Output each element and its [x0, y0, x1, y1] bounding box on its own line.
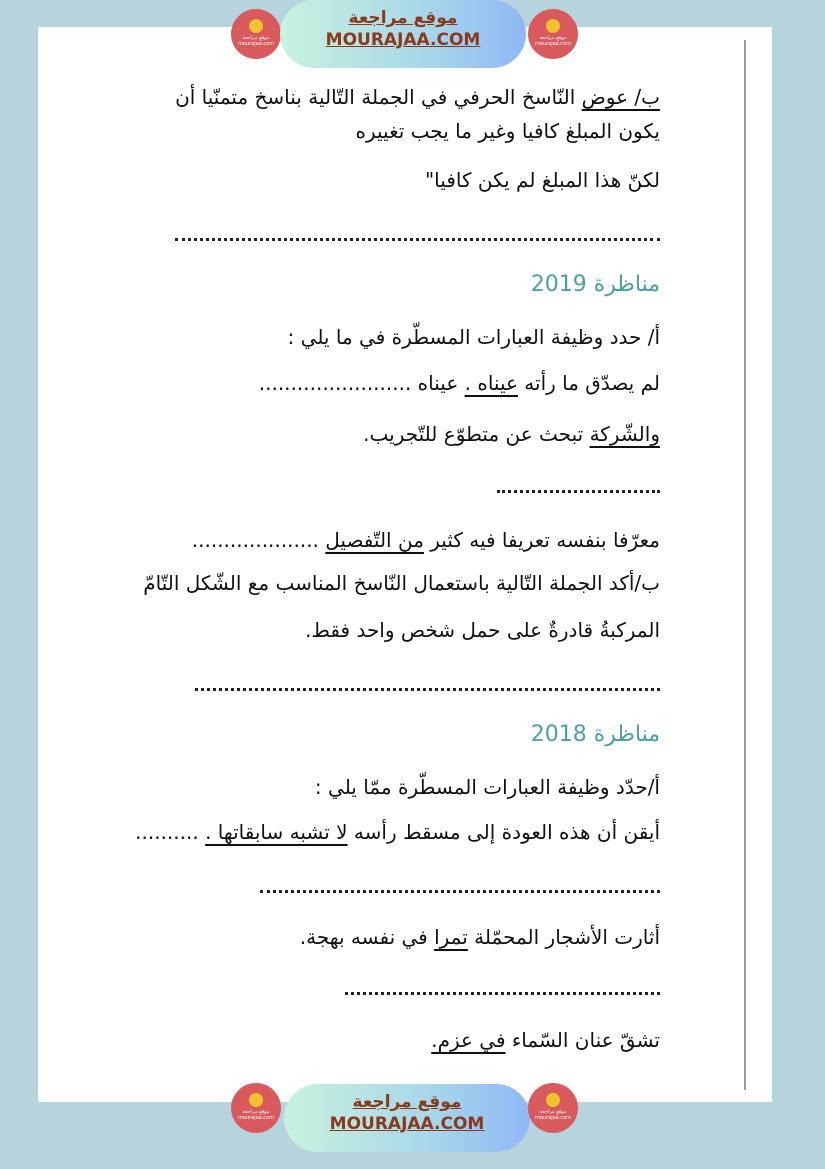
line-text: ....................: [191, 528, 326, 552]
document-line: [143, 570, 660, 596]
line-text: لكنّ هذا المبلغ لم يكن كافيا": [424, 168, 660, 192]
banner-arabic[interactable]: موقع مراجعة: [352, 1092, 462, 1112]
document-line: [259, 370, 660, 396]
line-text: المركبةُ قادرةٌ على حمل شخص واحد فقط.: [305, 618, 660, 642]
line-text: ..........: [135, 820, 206, 844]
line-text: في نفسه بهجة.: [299, 925, 435, 949]
document-line: [363, 421, 660, 447]
document-line: [192, 527, 660, 553]
underlined-phrase: في عزم.: [431, 1028, 506, 1052]
line-text: لم يصدّق ما رأته: [517, 371, 660, 395]
document-line: [355, 118, 660, 144]
document-line: [135, 819, 660, 845]
line-text: يكون المبلغ كافيا وغير ما يجب تغييره: [355, 119, 660, 143]
answer-dots: [175, 238, 660, 244]
logo-icon: [546, 19, 560, 33]
site-banner-bottom[interactable]: [284, 1084, 530, 1152]
logo-text: موقع مراجعة mourajaa.com: [237, 1109, 274, 1121]
banner-latin[interactable]: MOURAJAA.COM: [325, 30, 481, 50]
line-text: أ/ حدد وظيفة العبارات المسطّرة في ما يلي :: [287, 325, 660, 349]
logo-text: موقع مراجعة mourajaa.com: [534, 1109, 571, 1121]
answer-dots: [195, 688, 660, 694]
site-logo-left[interactable]: [231, 9, 281, 59]
underlined-phrase: لا تشبه سابقاتها .: [205, 820, 348, 844]
line-text: تبحث عن متطوّع للتّجريب.: [363, 422, 590, 446]
underlined-phrase: عيناه .: [464, 371, 518, 395]
banner-latin[interactable]: MOURAJAA.COM: [329, 1114, 485, 1134]
section-heading: [531, 272, 660, 298]
document-line: [288, 324, 660, 350]
site-banner-top[interactable]: [280, 0, 526, 68]
answer-dots: [497, 490, 660, 496]
line-text: النّاسخ الحرفي في الجملة التّالية بناسخ متمنّيا أن: [175, 85, 582, 109]
document-line: [425, 167, 660, 193]
logo-text: موقع مراجعة mourajaa.com: [237, 35, 274, 47]
banner-arabic[interactable]: موقع مراجعة: [348, 8, 458, 28]
logo-icon: [249, 1093, 263, 1107]
line-text: عيناه ........................: [258, 371, 465, 395]
underlined-phrase: من التّفصيل: [325, 528, 424, 552]
line-text: أ/حدّد وظيفة العبارات المسطّرة ممّا يلي :: [314, 775, 660, 799]
logo-text: موقع مراجعة mourajaa.com: [534, 35, 571, 47]
document-line: [175, 84, 660, 110]
underlined-phrase: تمرا: [434, 925, 468, 949]
logo-icon: [249, 19, 263, 33]
line-text: مناظرة 2018: [530, 722, 660, 747]
underlined-phrase: والشّركة: [589, 422, 660, 446]
page-border: [744, 40, 746, 1090]
line-text: ب/أكد الجملة التّالية باستعمال النّاسخ المناسب مع الشّكل التّامّ: [143, 571, 660, 595]
line-text: تشقّ عنان السّماء: [505, 1028, 660, 1052]
line-text: أثارت الأشجار المحمّلة: [467, 925, 660, 949]
answer-dots: [345, 992, 660, 998]
line-text: معرّفا بنفسه تعريفا فيه كثير: [423, 528, 660, 552]
document-line: [305, 617, 660, 643]
underlined-phrase: ب/ عوض: [581, 85, 660, 109]
site-logo-left-bottom[interactable]: [231, 1083, 281, 1133]
logo-icon: [546, 1093, 560, 1107]
line-text: أيقن أن هذه العودة إلى مسقط رأسه: [347, 820, 660, 844]
document-line: [300, 924, 660, 950]
document-line: [315, 774, 660, 800]
site-logo-right[interactable]: [528, 9, 578, 59]
document-line: [431, 1027, 660, 1053]
site-logo-right-bottom[interactable]: [528, 1083, 578, 1133]
section-heading: [531, 722, 660, 748]
answer-dots: [260, 890, 660, 896]
line-text: مناظرة 2019: [530, 272, 660, 297]
